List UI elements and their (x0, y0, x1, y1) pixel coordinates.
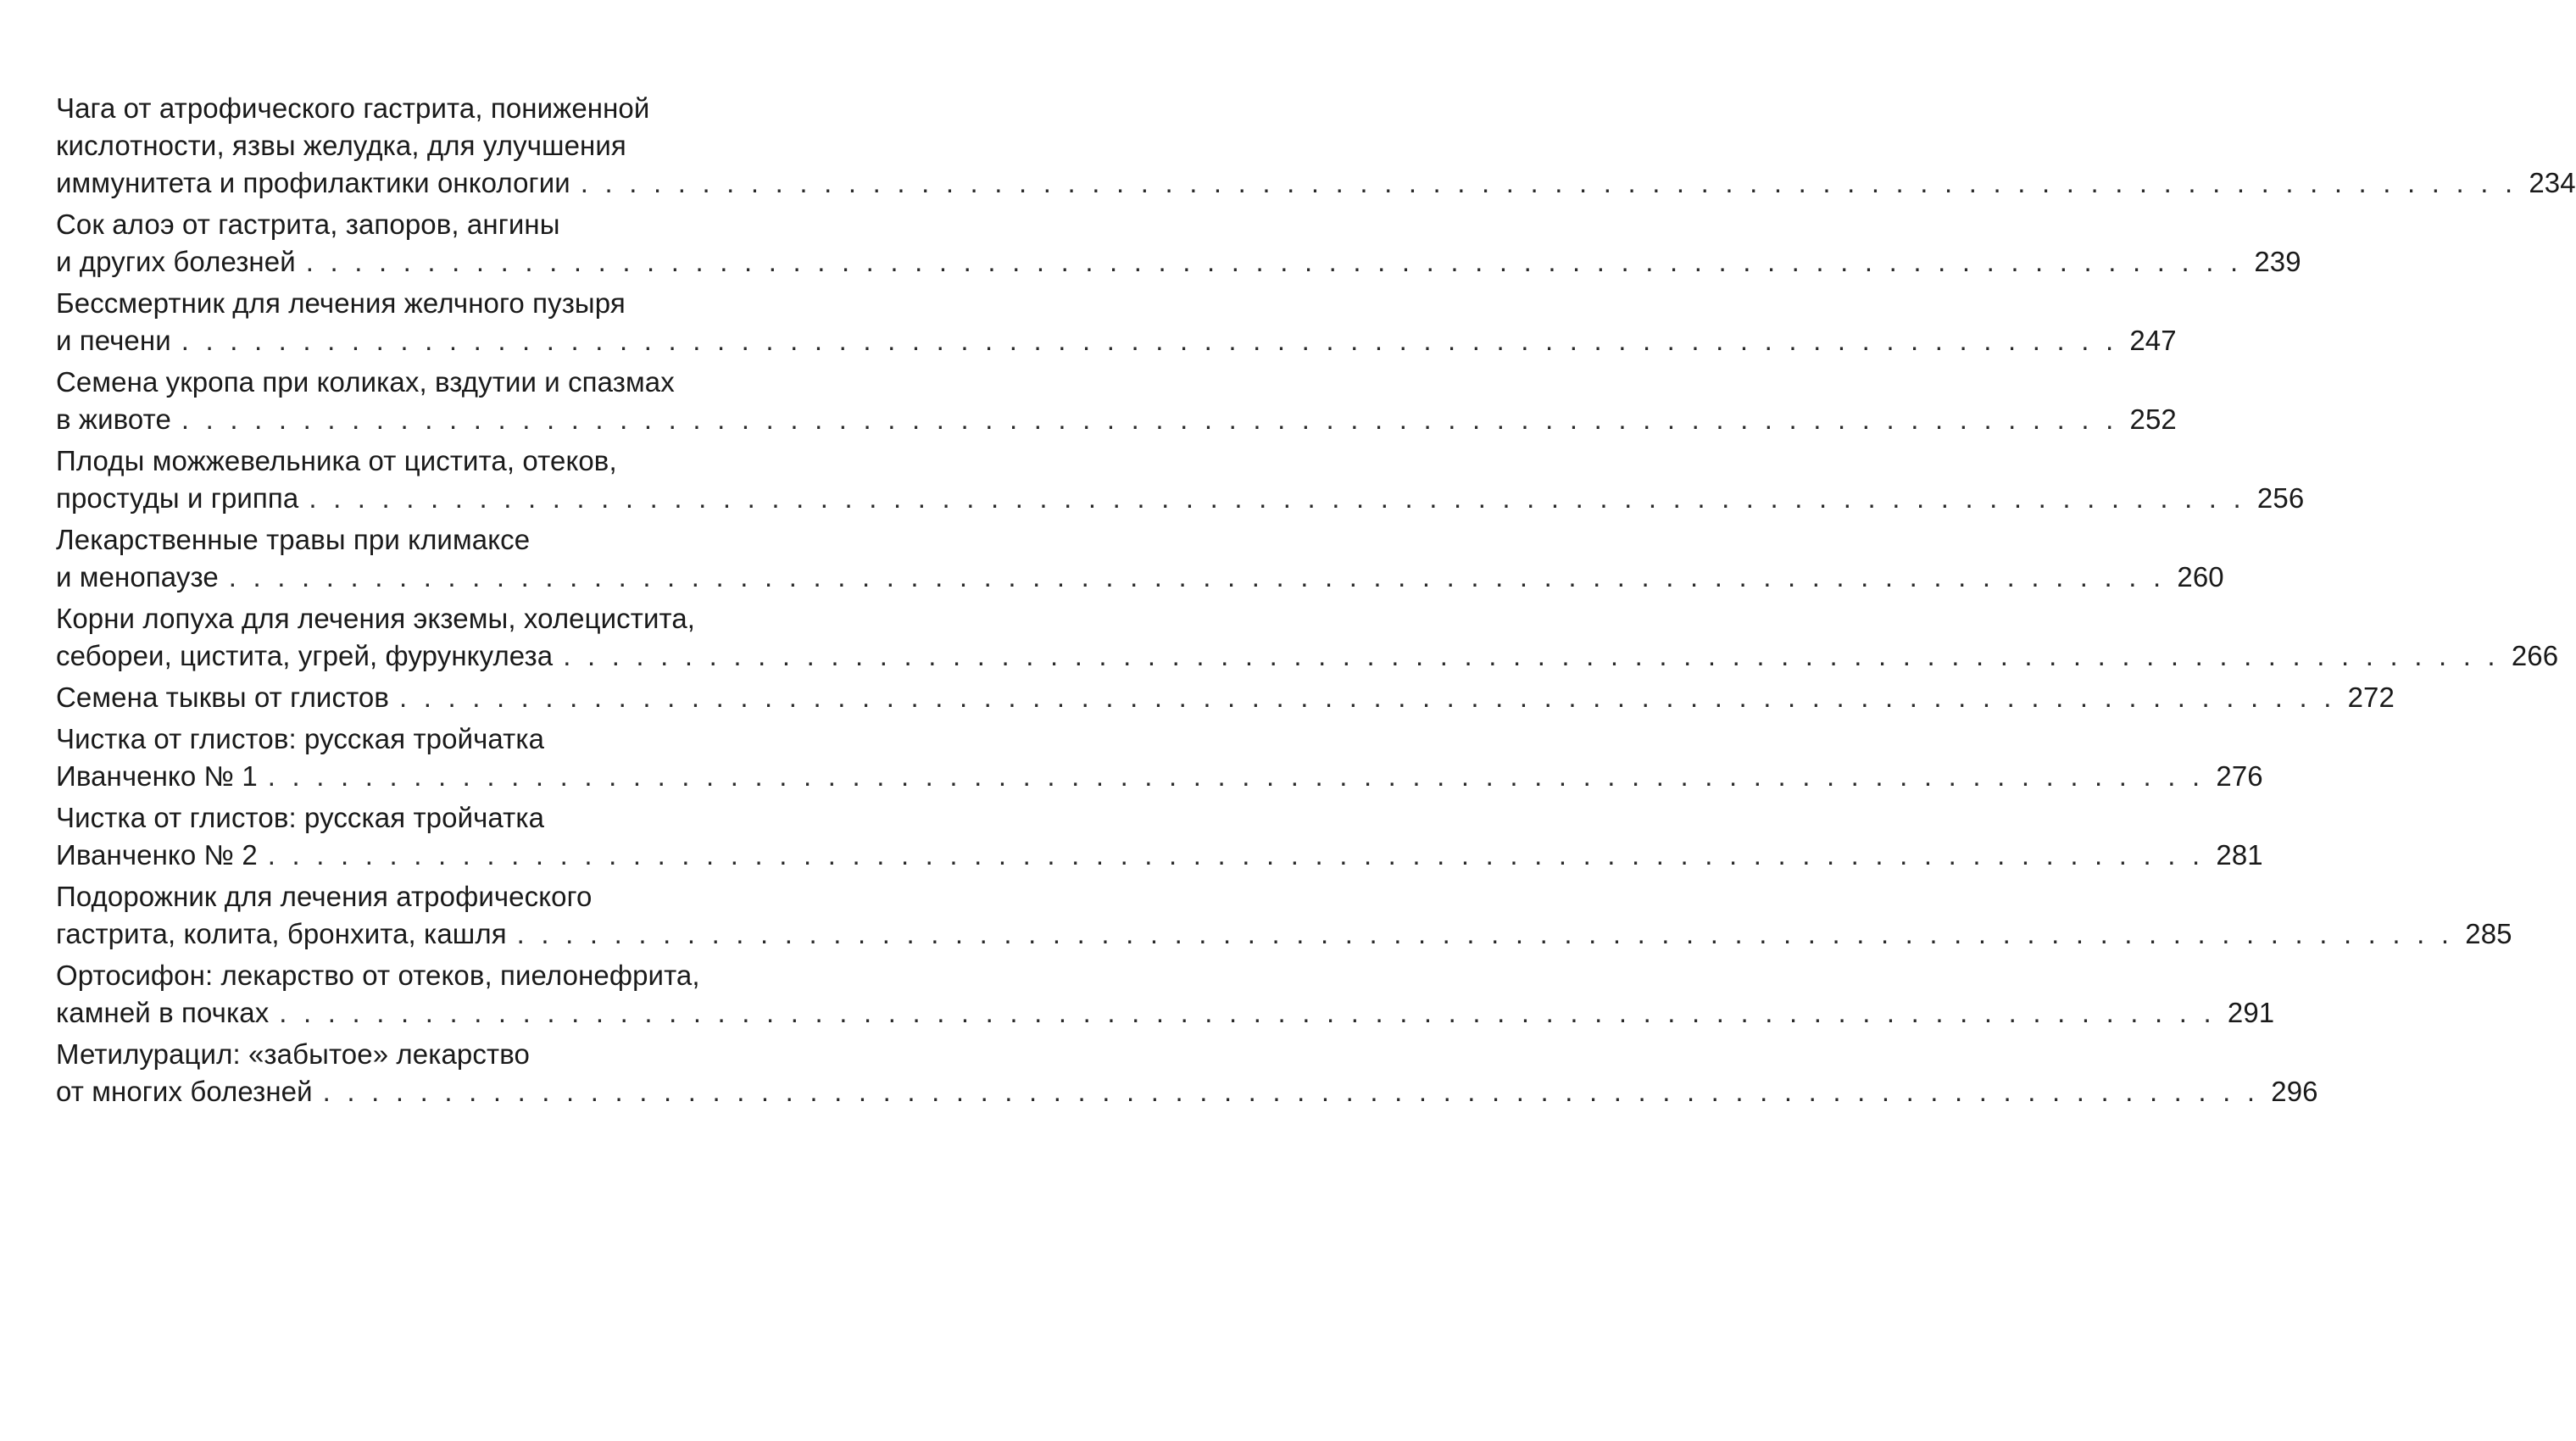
dot-leader: . . . . . . . . . . . . . . . . . . . . . . . . . . . . . . . . . . . . . . . . . . . . . . . . . . . . . . . . . . . . . . . . . . . . . . . . . . . . . . . . (228, 561, 2166, 593)
entry-title-lines (56, 1036, 787, 1073)
toc-entry-12[interactable] (56, 957, 2275, 1032)
dot-leader: . . . . . . . . . . . . . . . . . . . . . . . . . . . . . . . . . . . . . . . . . . . . . . . . . . . . . . . . . . . . . . . . . . . . . . . . . . . . . . . . (305, 246, 2243, 277)
entry-title-last-line: и печени (56, 325, 171, 356)
entry-title-line: Чага от атрофического гастрита, пониженной (56, 92, 650, 124)
entry-title-lines (56, 957, 787, 994)
entry-last-line (56, 758, 2263, 795)
page-number: 252 (2129, 403, 2177, 435)
toc-entry-9[interactable] (56, 720, 2263, 795)
entry-title-lines (56, 521, 787, 559)
entry-last-line (56, 164, 2576, 202)
entry-title-line: Бессмертник для лечения желчного пузыря (56, 287, 626, 319)
dot-leader: . . . . . . . . . . . . . . . . . . . . . . . . . . . . . . . . . . . . . . . . . . . . . . . . . . . . . . . . . . . . . . . . . . . . . . . . . . . . . . . . (181, 403, 2118, 435)
entry-title-line: Метилурацил: «забытое» лекарство (56, 1038, 530, 1070)
entry-title-line: Семена укропа при коликах, вздутии и спазмах (56, 366, 675, 398)
entry-title-line: Лекарственные травы при климаксе (56, 524, 531, 555)
dot-leader: . . . . . . . . . . . . . . . . . . . . . . . . . . . . . . . . . . . . . . . . . . . . . . . . . . . . . . . . . . . . . . . . . . . . . . . . . . . . . . . . (309, 482, 2245, 514)
entry-title-last-line: Иванченко № 2 (56, 839, 258, 871)
entry-title-line: Корни лопуха для лечения экземы, холецистита, (56, 603, 696, 634)
toc-entry-7[interactable] (56, 600, 2559, 675)
entry-last-line (56, 915, 2512, 953)
toc-entry-11[interactable] (56, 878, 2512, 953)
page-number: 266 (2511, 640, 2559, 671)
page-number: 285 (2465, 918, 2512, 949)
page-number: 276 (2216, 760, 2263, 792)
entry-title-last-line: и других болезней (56, 246, 296, 277)
entry-last-line (56, 637, 2559, 675)
entry-title-last-line: иммунитета и профилактики онкологии (56, 167, 570, 198)
entry-last-line (56, 243, 2301, 281)
entry-title-last-line: от многих болезней (56, 1076, 313, 1107)
page-number: 247 (2129, 325, 2177, 356)
dot-leader: . . . . . . . . . . . . . . . . . . . . . . . . . . . . . . . . . . . . . . . . . . . . . . . . . . . . . . . . . . . . . . . . . . . . . . . . . . . . . . . . (516, 918, 2454, 949)
entry-last-line (56, 480, 2305, 517)
page-number: 239 (2254, 246, 2301, 277)
entry-title-line: Чистка от глистов: русская тройчатка (56, 802, 545, 833)
dot-leader: . . . . . . . . . . . . . . . . . . . . . . . . . . . . . . . . . . . . . . . . . . . . . . . . . . . . . . . . . . . . . . . . . . . . . . . . . . . . . . . . (563, 640, 2500, 671)
dot-leader: . . . . . . . . . . . . . . . . . . . . . . . . . . . . . . . . . . . . . . . . . . . . . . . . . . . . . . . . . . . . . . . . . . . . . . . . . . . . . . . . (580, 167, 2518, 198)
entry-last-line (56, 679, 2395, 716)
entry-title-lines (56, 206, 787, 243)
dot-leader: . . . . . . . . . . . . . . . . . . . . . . . . . . . . . . . . . . . . . . . . . . . . . . . . . . . . . . . . . . . . . . . . . . . . . . . . . . . . . . . . (322, 1076, 2260, 1107)
entry-title-line: Сок алоэ от гастрита, запоров, ангины (56, 209, 560, 240)
entry-title-last-line: в животе (56, 403, 171, 435)
entry-title-line: Чистка от глистов: русская тройчатка (56, 723, 545, 754)
entry-title-last-line: гастрита, колита, бронхита, кашля (56, 918, 507, 949)
page-number: 272 (2347, 682, 2395, 713)
toc-entry-6[interactable] (56, 521, 2224, 596)
toc-entry-3[interactable] (56, 285, 2177, 359)
page-number: 234 (2529, 167, 2576, 198)
page-number: 256 (2256, 482, 2305, 514)
toc-entry-10[interactable] (56, 799, 2263, 874)
entry-title-last-line: Иванченко № 1 (56, 760, 258, 792)
entry-title-lines (56, 90, 787, 164)
entry-title-last-line: и менопаузе (56, 561, 219, 593)
entry-title-line: Подорожник для лечения атрофического (56, 881, 593, 912)
entry-title-lines (56, 600, 787, 637)
toc-entry-5[interactable] (56, 442, 2305, 517)
page-number: 296 (2271, 1076, 2318, 1107)
table-of-contents (56, 90, 2576, 1110)
entry-last-line (56, 837, 2263, 874)
dot-leader: . . . . . . . . . . . . . . . . . . . . . . . . . . . . . . . . . . . . . . . . . . . . . . . . . . . . . . . . . . . . . . . . . . . . . . . . . . . . . . . . (399, 682, 2336, 713)
entry-last-line (56, 994, 2275, 1032)
entry-title-last-line: себореи, цистита, угрей, фурункулеза (56, 640, 554, 671)
toc-entry-4[interactable] (56, 364, 2177, 438)
entry-title-lines (56, 799, 787, 837)
entry-title-last-line: камней в почках (56, 997, 270, 1028)
toc-entry-13[interactable] (56, 1036, 2318, 1110)
page-number: 260 (2177, 561, 2224, 593)
dot-leader: . . . . . . . . . . . . . . . . . . . . . . . . . . . . . . . . . . . . . . . . . . . . . . . . . . . . . . . . . . . . . . . . . . . . . . . . . . . . . . . . (181, 325, 2118, 356)
entry-title-lines (56, 442, 787, 480)
entry-last-line (56, 1073, 2318, 1110)
entry-title-last-line: простуды и гриппа (56, 482, 299, 514)
entry-title-last-line: Семена тыквы от глистов (56, 682, 389, 713)
toc-entry-8[interactable] (56, 679, 2395, 716)
entry-title-line: Плоды можжевельника от цистита, отеков, (56, 445, 617, 476)
entry-title-lines (56, 364, 787, 401)
dot-leader: . . . . . . . . . . . . . . . . . . . . . . . . . . . . . . . . . . . . . . . . . . . . . . . . . . . . . . . . . . . . . . . . . . . . . . . . . . . . . . . . (279, 997, 2216, 1028)
entry-title-line: Ортосифон: лекарство от отеков, пиелонефрита, (56, 960, 700, 991)
page-number: 281 (2216, 839, 2263, 871)
entry-last-line (56, 401, 2177, 438)
entry-title-lines (56, 720, 787, 758)
page-number: 291 (2227, 997, 2275, 1028)
dot-leader: . . . . . . . . . . . . . . . . . . . . . . . . . . . . . . . . . . . . . . . . . . . . . . . . . . . . . . . . . . . . . . . . . . . . . . . . . . . . . . . . (267, 839, 2205, 871)
entry-title-lines (56, 285, 787, 322)
entry-last-line (56, 322, 2177, 359)
toc-entry-2[interactable] (56, 206, 2301, 281)
entry-title-lines (56, 878, 787, 915)
entry-last-line (56, 559, 2224, 596)
entry-title-line: кислотности, язвы желудка, для улучшения (56, 130, 626, 161)
dot-leader: . . . . . . . . . . . . . . . . . . . . . . . . . . . . . . . . . . . . . . . . . . . . . . . . . . . . . . . . . . . . . . . . . . . . . . . . . . . . . . . . (267, 760, 2205, 792)
toc-entry-1[interactable] (56, 90, 2576, 202)
